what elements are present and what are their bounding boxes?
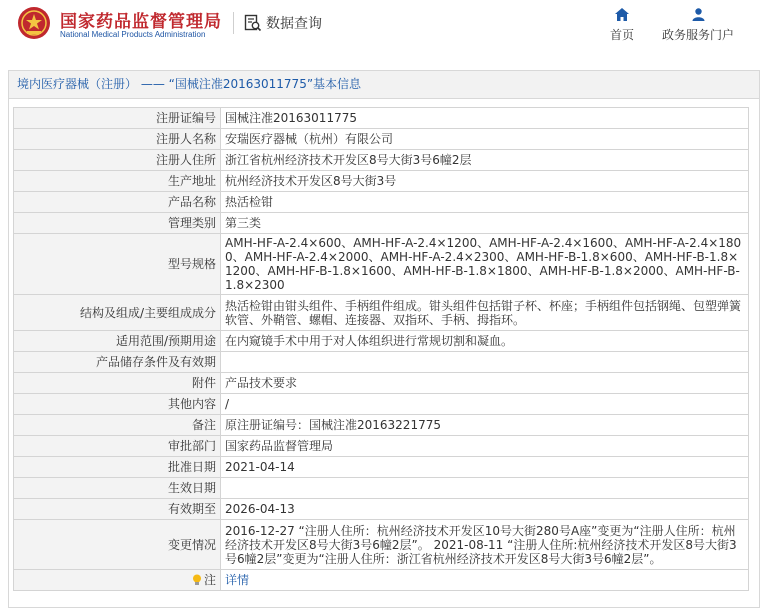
data-query-label: 数据查询	[266, 16, 322, 32]
registration-info-table	[13, 107, 749, 591]
row-value: 原注册证编号：国械注准20163221775	[221, 415, 749, 436]
nav-service-label: 政务服务门户	[661, 28, 734, 42]
data-query-link[interactable]	[244, 12, 322, 34]
row-label: 审批部门	[14, 436, 221, 457]
table-row	[14, 129, 749, 150]
lightbulb-icon	[192, 574, 202, 586]
header-divider	[233, 12, 234, 34]
row-value: 在内窥镜手术中用于对人体组织进行常规切割和凝血。	[221, 331, 749, 352]
table-row	[14, 331, 749, 352]
row-value: 安瑞医疗器械（杭州）有限公司	[221, 129, 749, 150]
row-label: 管理类别	[14, 213, 221, 234]
row-label: 产品储存条件及有效期	[14, 352, 221, 373]
site-header	[0, 0, 763, 58]
table-row	[14, 570, 749, 591]
row-value: 产品技术要求	[221, 373, 749, 394]
table-row	[14, 499, 749, 520]
row-label: 附件	[14, 373, 221, 394]
table-row	[14, 150, 749, 171]
row-value: 第三类	[221, 213, 749, 234]
search-document-icon	[244, 14, 262, 32]
row-value: 浙江省杭州经济技术开发区8号大街3号6幢2层	[221, 150, 749, 171]
table-row	[14, 192, 749, 213]
nav-service-portal[interactable]	[656, 8, 740, 43]
table-row	[14, 394, 749, 415]
home-icon	[615, 8, 629, 21]
national-emblem-icon	[17, 6, 51, 40]
row-value: 国械注准20163011775	[221, 108, 749, 129]
row-label: 生效日期	[14, 478, 221, 499]
table-row	[14, 415, 749, 436]
table-row	[14, 108, 749, 129]
row-value: 国家药品监督管理局	[221, 436, 749, 457]
row-value	[221, 478, 749, 499]
table-row	[14, 295, 749, 331]
row-label: 其他内容	[14, 394, 221, 415]
table-row	[14, 171, 749, 192]
row-value: 杭州经济技术开发区8号大街3号	[221, 171, 749, 192]
row-label: 注册人名称	[14, 129, 221, 150]
nav-home-label: 首页	[609, 28, 634, 42]
site-name-cn[interactable]: 国家药品监督管理局	[60, 12, 222, 32]
row-value	[221, 570, 749, 591]
table-row	[14, 520, 749, 570]
row-value: 热活检钳	[221, 192, 749, 213]
row-label: 产品名称	[14, 192, 221, 213]
row-value: 2021-04-14	[221, 457, 749, 478]
info-panel	[8, 70, 760, 608]
table-row	[14, 436, 749, 457]
row-label: 结构及组成/主要组成成分	[14, 295, 221, 331]
row-label: 变更情况	[14, 520, 221, 570]
row-value	[221, 352, 749, 373]
row-label-note	[14, 570, 221, 591]
table-row	[14, 234, 749, 295]
table-row	[14, 213, 749, 234]
table-row	[14, 457, 749, 478]
row-label: 批准日期	[14, 457, 221, 478]
row-value: /	[221, 394, 749, 415]
row-label: 适用范围/预期用途	[14, 331, 221, 352]
panel-title: 境内医疗器械（注册） —— “国械注准20163011775”基本信息	[9, 71, 759, 99]
row-label: 注册证编号	[14, 108, 221, 129]
row-value: 热活检钳由钳头组件、手柄组件组成。钳头组件包括钳子杯、杯座；手柄组件包括钢绳、包塑弹簧软管、外鞘管、螺帽、连接器、双指环、手柄、拇指环。	[221, 295, 749, 331]
row-label: 备注	[14, 415, 221, 436]
row-label: 注册人住所	[14, 150, 221, 171]
site-name-en[interactable]: National Medical Products Administration	[60, 30, 206, 39]
nav-home[interactable]	[605, 8, 639, 43]
user-icon	[692, 8, 705, 21]
row-label: 型号规格	[14, 234, 221, 295]
table-row	[14, 373, 749, 394]
row-label: 生产地址	[14, 171, 221, 192]
row-label: 有效期至	[14, 499, 221, 520]
table-row	[14, 352, 749, 373]
details-link[interactable]: 详情	[225, 573, 250, 587]
row-value: AMH-HF-A-2.4×600、AMH-HF-A-2.4×1200、AMH-HF-A-2.4×1600、AMH-HF-A-2.4×1800、AMH-HF-A-2.4×2000、AMH-HF-A-2.4×2300、AMH-HF-B-1.8×600、AMH-HF-B-1.8×1200、AMH-HF-B-1.8×1600、AMH-HF-B-1.8×1800、AMH-HF-B-1.8×2000、AMH-HF-B-1.8×2300	[221, 234, 749, 295]
table-row	[14, 478, 749, 499]
row-value: 2016-12-27 “注册人住所：杭州经济技术开发区10号大街280号A座”变更为“注册人住所：杭州经济技术开发区8号大街3号6幢2层”。 2021-08-11 “注册人住所:杭州经济技术开发区8号大街3号6幢2层”变更为“注册人住所：浙江省杭州经济技术开发区8号大街3号6幢2层”。	[221, 520, 749, 570]
row-value: 2026-04-13	[221, 499, 749, 520]
note-label: 注	[203, 573, 216, 587]
